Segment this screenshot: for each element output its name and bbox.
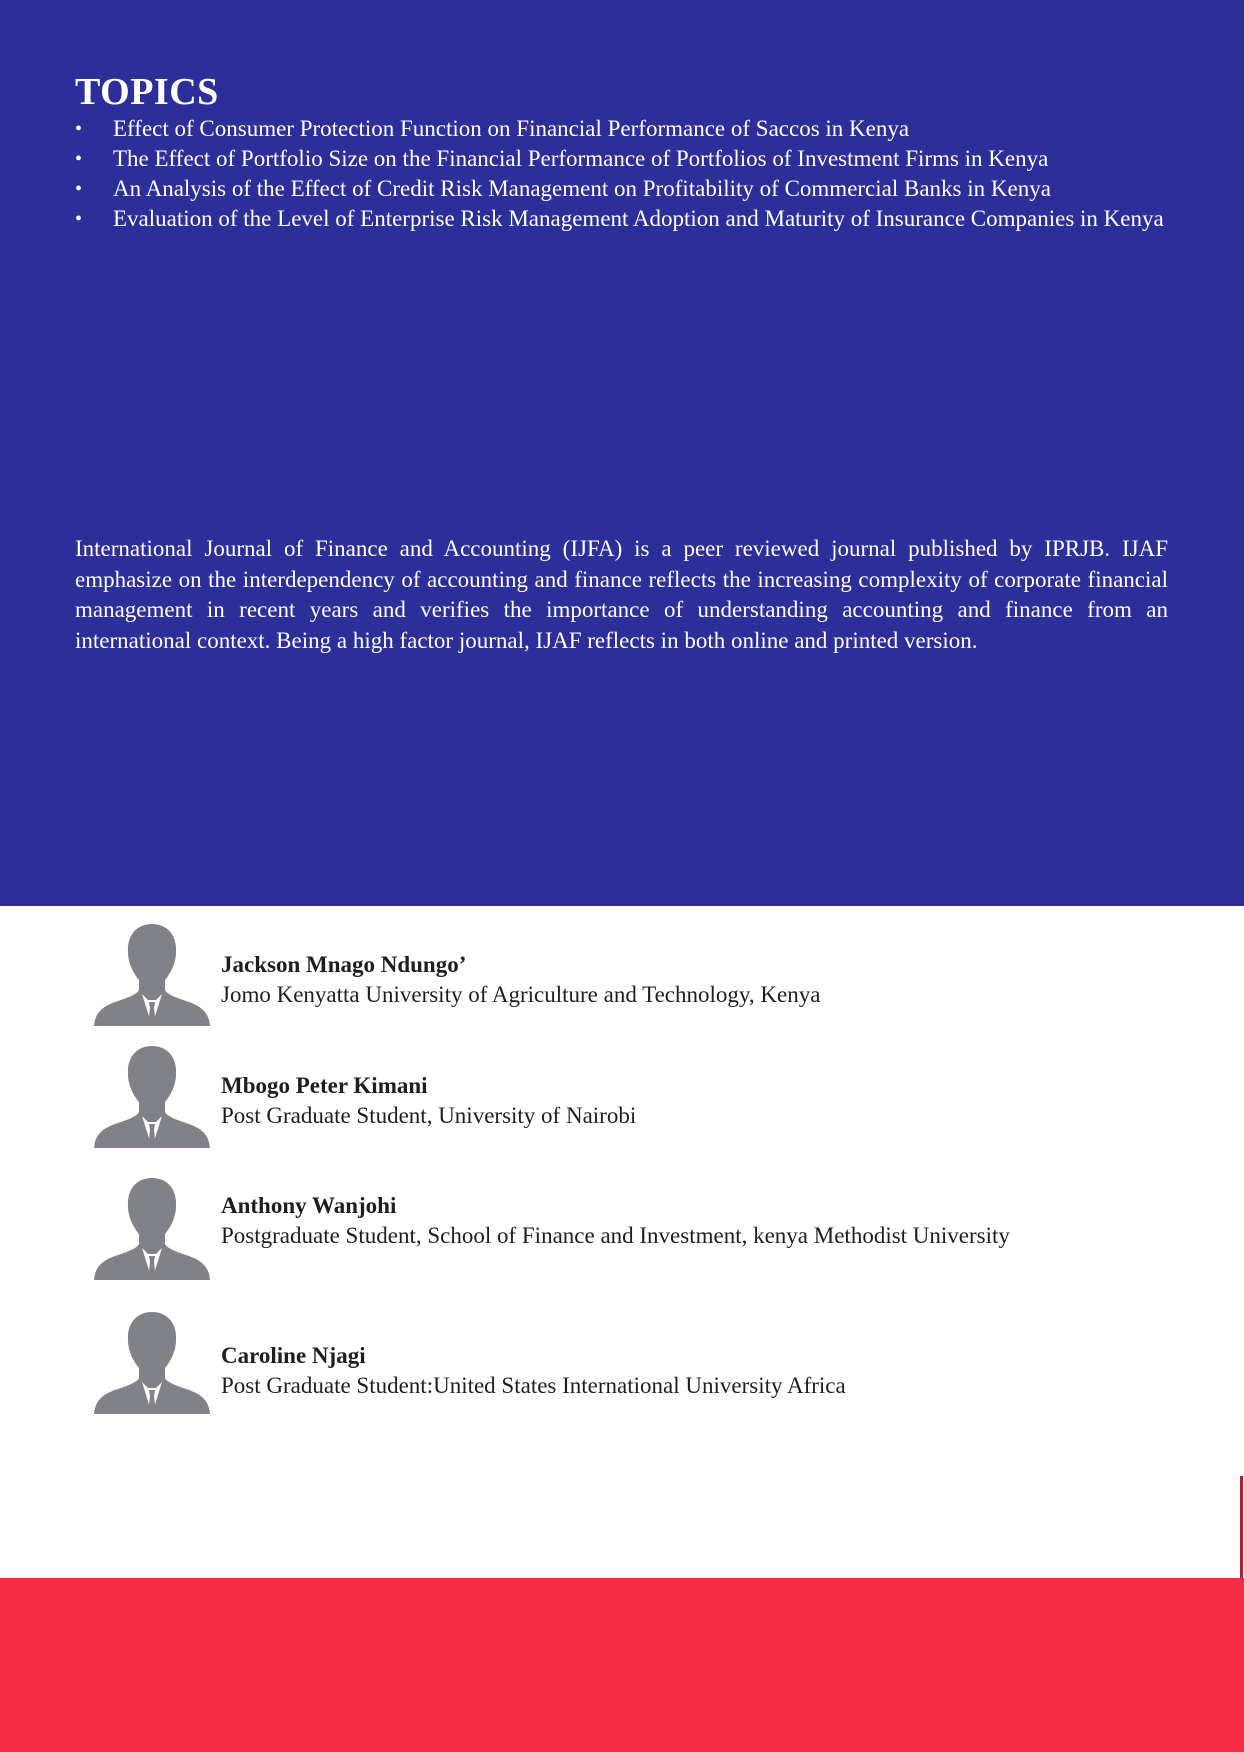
topic-item [75,174,1168,204]
author-affiliation: Jomo Kenyatta University of Agriculture and Technology, Kenya [221,982,821,1007]
author-affiliation: Post Graduate Student:United States International University Africa [221,1373,846,1398]
edge-divider [1240,1476,1243,1578]
person-silhouette-icon [92,1310,212,1414]
topic-text: Evaluation of the Level of Enterprise Risk Management Adoption and Maturity of Insurance Companies in Kenya [113,206,1164,231]
topic-item [75,144,1168,174]
author-name: Caroline Njagi [221,1343,366,1368]
topics-list [75,114,1168,234]
author-name: Anthony Wanjohi [221,1193,397,1218]
journal-description: International Journal of Finance and Accounting (IJFA) is a peer reviewed journal published by IPRJB. IJAF emphasize on the interdependency of accounting and finance reflects the increasing complexity of corporate financial management in recent years and verifies the importance of understanding accounting and finance from an international context. Being a high factor journal, IJAF reflects in both online and printed version. [75,536,1168,653]
author-affiliation: Post Graduate Student, University of Nairobi [221,1103,637,1128]
author-entry [0,1310,1244,1420]
topic-text: An Analysis of the Effect of Credit Risk Management on Profitability of Commercial Banks in Kenya [113,176,1051,201]
topic-item [75,114,1168,144]
bullet-icon: • [75,148,83,170]
topic-text: The Effect of Portfolio Size on the Financial Performance of Portfolios of Investment Firms in Kenya [113,146,1049,171]
person-silhouette-icon [92,1044,212,1148]
author-entry [0,1044,1244,1154]
bullet-icon: • [75,178,83,200]
bullet-icon: • [75,208,83,230]
topics-title: TOPICS [75,71,219,113]
author-affiliation: Postgraduate Student, School of Finance and Investment, kenya Methodist University [221,1223,1010,1248]
topic-text: Effect of Consumer Protection Function on Financial Performance of Saccos in Kenya [113,116,910,141]
person-silhouette-icon [92,1176,212,1280]
person-silhouette-icon [92,922,212,1026]
author-name: Mbogo Peter Kimani [221,1073,428,1098]
footer-band [0,1578,1244,1752]
author-entry [0,1176,1244,1286]
author-entry [0,922,1244,1032]
author-name: Jackson Mnago Ndungo’ [221,952,467,977]
topic-item [75,204,1168,234]
bullet-icon: • [75,118,83,140]
